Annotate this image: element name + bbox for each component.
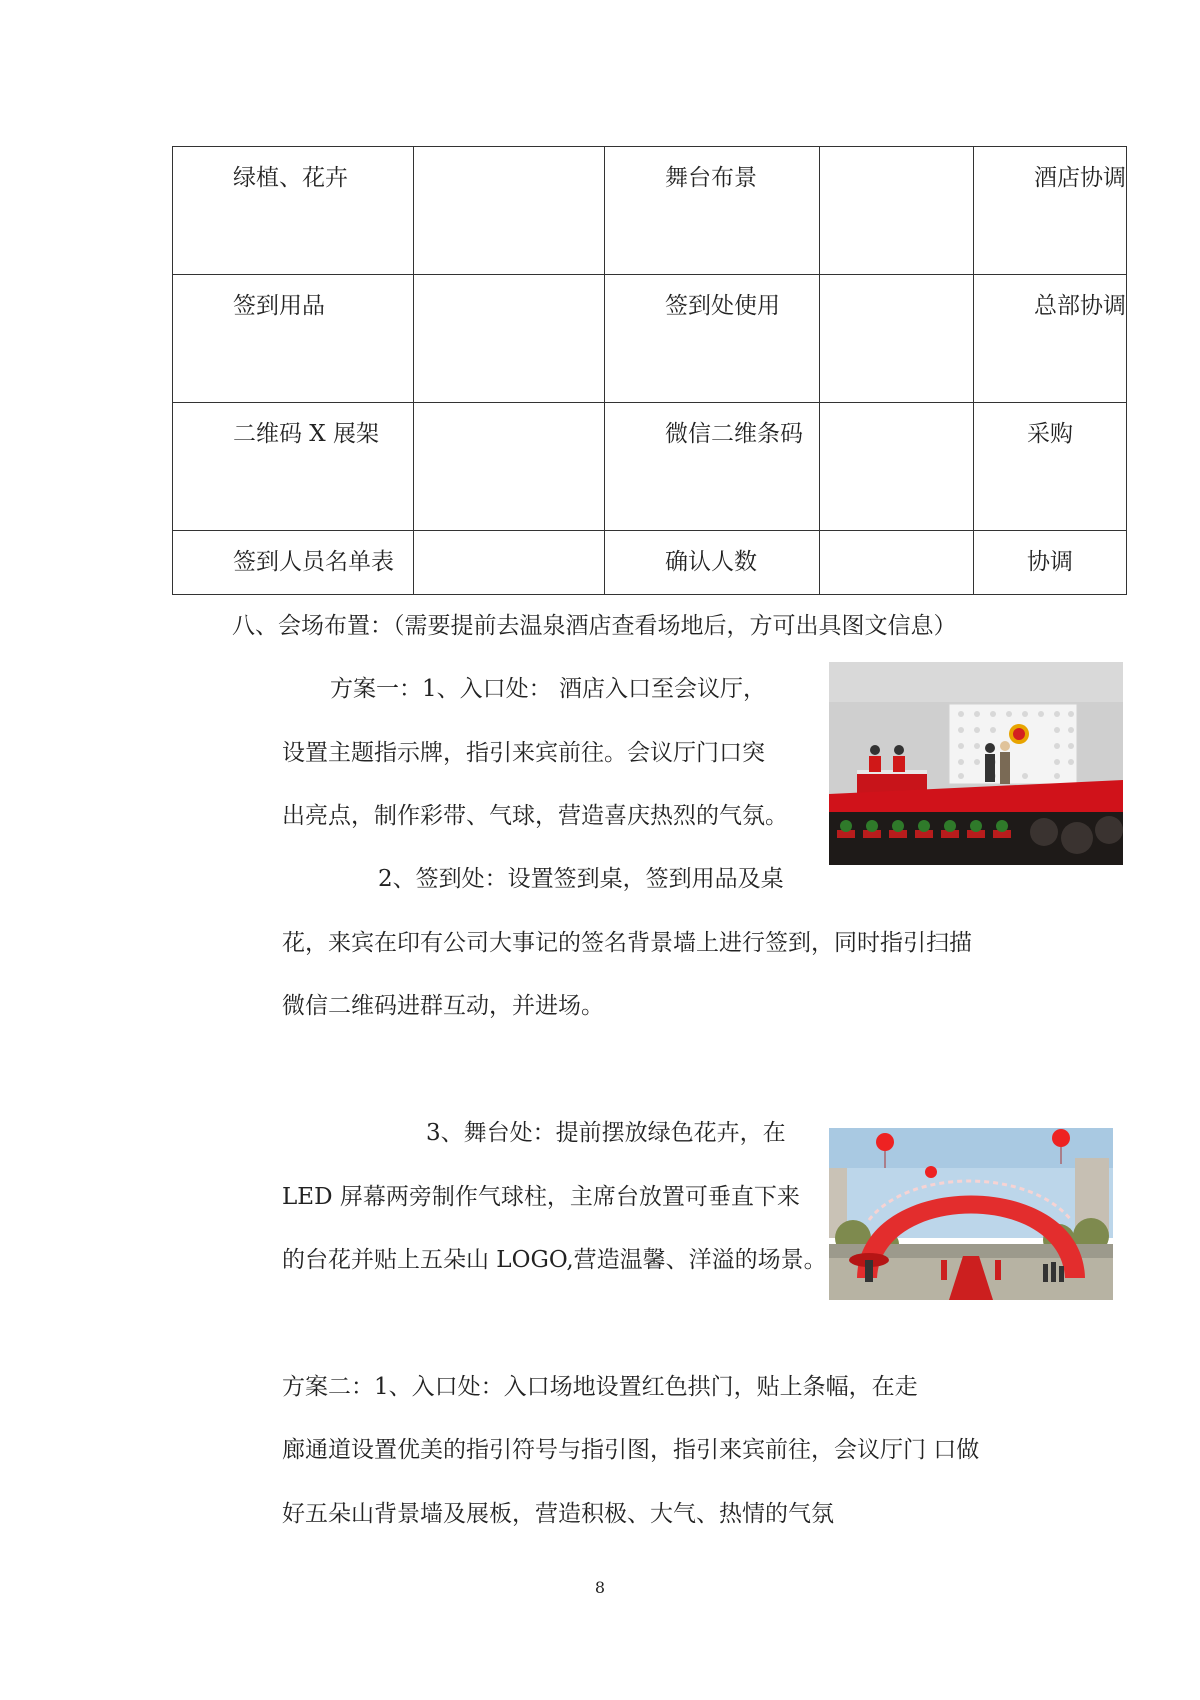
red-arch-photo [829, 1128, 1113, 1300]
section-heading: 八、会场布置：（需要提前去温泉酒店查看场地后，方可出具图文信息） [232, 613, 957, 639]
note-cell: 协调 [974, 531, 1127, 595]
note-cell: 总部协调 [974, 275, 1127, 403]
qty-cell [414, 147, 605, 275]
qty-cell [414, 403, 605, 531]
signin-area-photo [829, 662, 1123, 865]
plan1-text-line: 方案一：1、入口处： 酒店入口至会议厅， [330, 676, 766, 702]
plan1-text-line: LED 屏幕两旁制作气球柱，主席台放置可垂直下来 [282, 1184, 800, 1210]
page-number: 8 [594, 1578, 606, 1597]
plan1-text-line: 出亮点，制作彩带、气球，营造喜庆热烈的气氛。 [282, 803, 788, 829]
purpose-cell: 确认人数 [605, 531, 820, 595]
plan2-text-line: 方案二：1、入口处：入口场地设置红色拱门，贴上条幅，在走 [282, 1374, 918, 1400]
plan1-text-line: 的台花并贴上五朵山 LOGO,营造温馨、洋溢的场景。 [282, 1247, 827, 1273]
table-row [173, 275, 1127, 403]
item-cell: 二维码 X 展架 [173, 403, 414, 531]
qty-cell [414, 531, 605, 595]
price-cell [820, 275, 974, 403]
table-row [173, 147, 1127, 275]
purpose-cell: 微信二维条码 [605, 403, 820, 531]
price-cell [820, 531, 974, 595]
qty-cell [414, 275, 605, 403]
item-cell: 签到用品 [173, 275, 414, 403]
plan1-text-line: 花，来宾在印有公司大事记的签名背景墙上进行签到，同时指引扫描 [282, 930, 972, 956]
table-row [173, 531, 1127, 595]
materials-table [172, 146, 1127, 595]
note-cell: 酒店协调 [974, 147, 1127, 275]
plan1-text-line: 设置主题指示牌，指引来宾前往。会议厅门口突 [282, 740, 765, 766]
table-row [173, 403, 1127, 531]
price-cell [820, 147, 974, 275]
plan2-text-line: 廊通道设置优美的指引符号与指引图，指引来宾前往，会议厅门 口做 [282, 1437, 980, 1463]
plan2-text-line: 好五朵山背景墙及展板，营造积极、大气、热情的气氛 [282, 1501, 834, 1527]
item-cell: 签到人员名单表 [173, 531, 414, 595]
note-cell: 采购 [974, 403, 1127, 531]
item-cell: 绿植、花卉 [173, 147, 414, 275]
price-cell [820, 403, 974, 531]
purpose-cell: 舞台布景 [605, 147, 820, 275]
plan1-text-line: 2、签到处：设置签到桌，签到用品及桌 [378, 866, 784, 892]
plan1-text-line: 3、舞台处：提前摆放绿色花卉，在 [426, 1120, 786, 1146]
purpose-cell: 签到处使用 [605, 275, 820, 403]
plan1-text-line: 微信二维码进群互动，并进场。 [282, 993, 604, 1019]
